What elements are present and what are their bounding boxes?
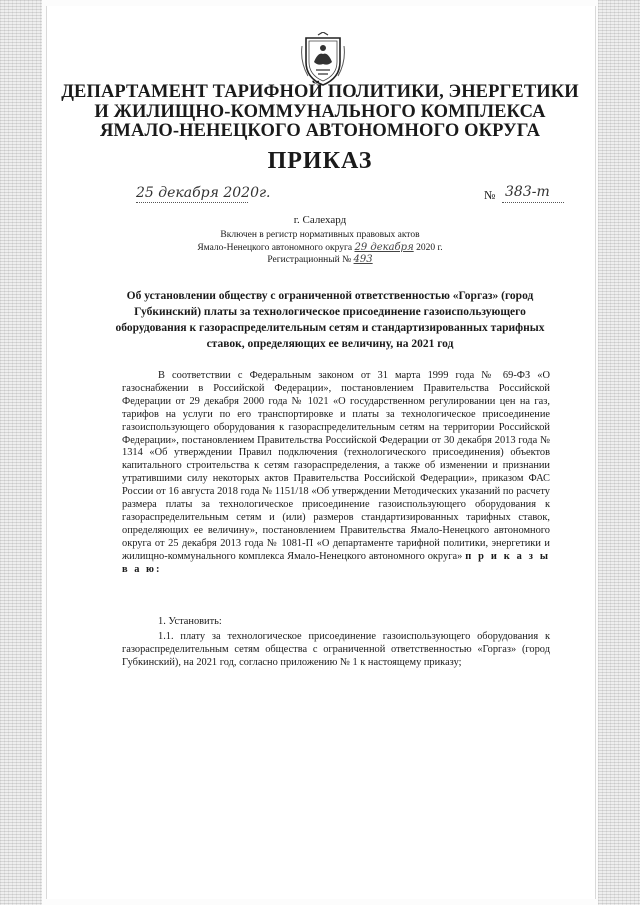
registry-number: 493 (353, 254, 373, 265)
header-line-1: ДЕПАРТАМЕНТ ТАРИФНОЙ ПОЛИТИКИ, ЭНЕРГЕТИКИ (61, 82, 579, 102)
preamble-paragraph (122, 370, 550, 577)
registry-date: 29 декабря (354, 242, 414, 253)
order-number: 383-т (505, 184, 550, 200)
registry-line-1: Включен в регистр нормативных правовых актов (220, 230, 420, 240)
registry-region: Ямало-Ненецкого автономного округа (197, 243, 353, 253)
registry-year: 2020 г. (416, 243, 443, 253)
item-1-1: 1.1. плату за технологическое присоединение газоиспользующего оборудования к газораспределительным сетям общества с ограниченной ответственностью «Горгаз» (город Губкинский), на 2021 год, согласно приложению № 1 к настоящему приказу; (122, 631, 550, 668)
number-underline (502, 202, 564, 203)
registry-number-label: Регистрационный № (267, 255, 352, 265)
date-underline (136, 202, 248, 203)
coat-of-arms-emblem-icon (300, 32, 346, 88)
registry-line-2 (0, 242, 640, 253)
document-type: ПРИКАЗ (267, 148, 373, 174)
item-1: 1. Установить: (158, 616, 222, 627)
order-word: п р и к а з ы в а ю: (122, 550, 550, 575)
header-line-2: И ЖИЛИЩНО-КОММУНАЛЬНОГО КОМПЛЕКСА (94, 102, 546, 122)
order-date: 25 декабря 2020г. (136, 185, 271, 201)
header-line-3: ЯМАЛО-НЕНЕЦКОГО АВТОНОМНОГО ОКРУГА (99, 121, 541, 141)
number-label: № (484, 188, 496, 202)
registry-line-3 (0, 254, 640, 265)
city: г. Салехард (293, 214, 347, 226)
order-title: Об установлении обществу с ограниченной ответственностью «Горгаз» (город Губкинский) платы за технологическое присоединение газоиспользующего оборудования к газораспределительным сетям и стандартизированных тарифных ставок, определяющих ее величину, на 2021 год (115, 290, 545, 350)
preamble-text: В соответствии с Федеральным законом от 31 марта 1999 года № 69-ФЗ «О газоснабжении в Российской Федерации», постановлением Правительства Российской Федерации от 29 декабря 2000 года № 1021 «О государственном регулировании цен на газ, тарифов на услуги по его транспортировке и платы за технологическое присоединение газоиспользующего оборудования к газораспределительным сетям на территории Российской Федерации», постановлением Правительства Российской Федерации от 30 декабря 2013 года № 1314 «Об утверждении Правил подключения (технологического присоединения) объектов капитального строительства к сетям газораспределения, а также об изменении и признании утратившими силу некоторых актов Правительства Российской Федерации», приказом ФАС России от 16 августа 2018 года № 1151/18 «Об утверждении Методических указаний по расчету размера платы за технологическое присоединение газоиспользующего оборудования к газораспределительным сетям и (или) размеров стандартизированных тарифных ставок, определяющих ее величину», постановлением Правительства Ямало-Ненецкого автономного округа от 25 декабря 2013 года № 1081-П «О департаменте тарифной политики, энергетики и жилищно-коммунального комплекса Ямало-Ненецкого автономного округа» (122, 370, 550, 562)
